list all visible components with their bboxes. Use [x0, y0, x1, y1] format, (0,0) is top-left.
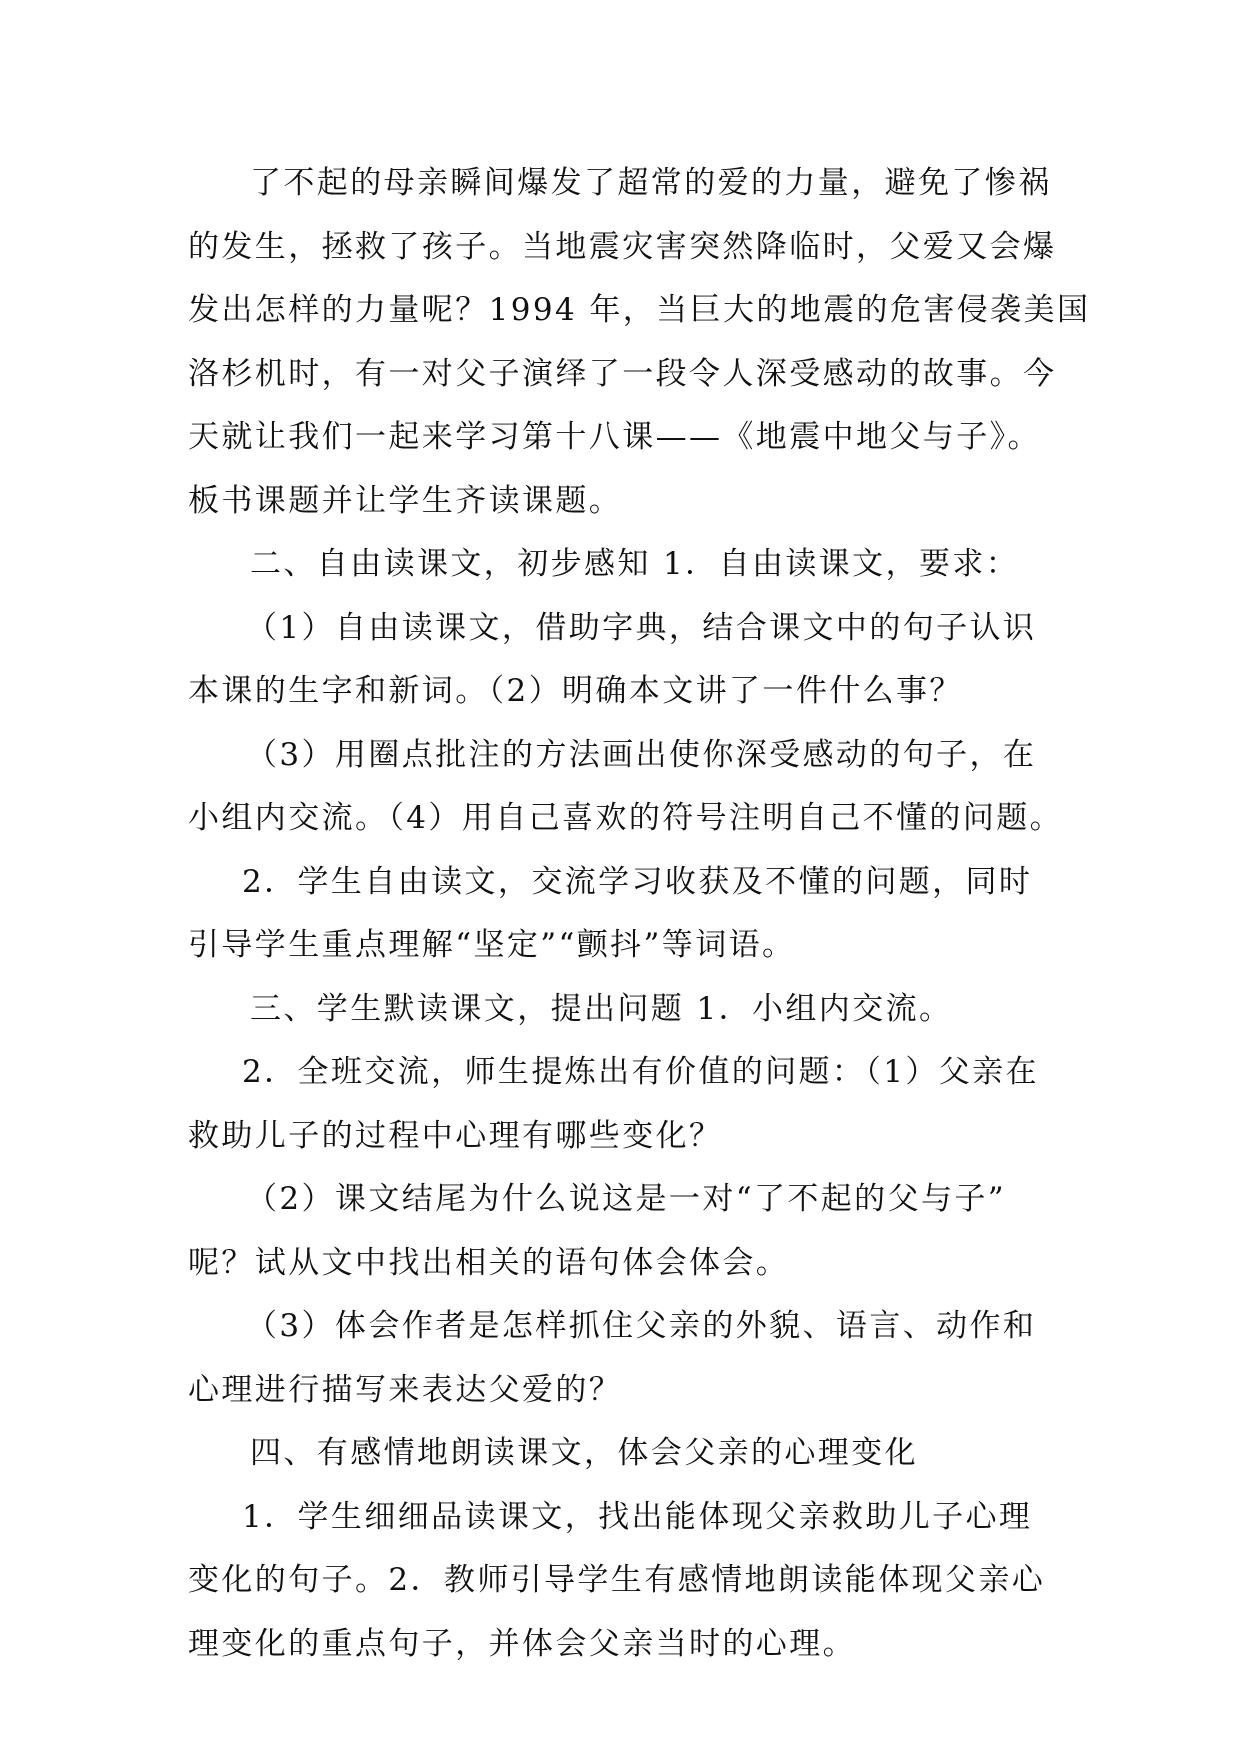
text-line: 2．学生自由读文，交流学习收获及不懂的问题，同时 — [242, 863, 1033, 900]
text-line: 发出怎样的力量呢？1994 年，当巨大的地震的危害侵袭美国 — [188, 292, 1091, 328]
text-line: 小组内交流。（4）用自己喜欢的符号注明自己不懂的问题。 — [188, 800, 1064, 836]
text-line: 救助儿子的过程中心理有哪些变化？ — [188, 1117, 723, 1154]
text-line: 板书课题并让学生齐读课题。 — [188, 482, 623, 519]
text-line: 理变化的重点句子，并体会父亲当时的心理。 — [188, 1625, 856, 1662]
text-line: （3）体会作者是怎样抓住父亲的外貌、语言、动作和 — [246, 1308, 1037, 1344]
text-line: 天就让我们一起来学习第十八课——《地震中地父与子》。 — [188, 419, 1041, 455]
text-line: 1．学生细细品读课文，找出能体现父亲救助儿子心理 — [242, 1498, 1033, 1535]
text-line: 了不起的母亲瞬间爆发了超常的爱的力量，避免了惨祸 — [250, 165, 1052, 201]
text-line: 四、有感情地朗读课文，体会父亲的心理变化 — [250, 1435, 918, 1471]
text-line: 本课的生字和新词。（2）明确本文讲了一件什么事？ — [188, 673, 963, 709]
text-line: 三、学生默读课文，提出问题 1．小组内交流。 — [250, 990, 953, 1027]
text-line: 引导学生重点理解“坚定”“颤抖”等词语。 — [188, 927, 796, 963]
document-body — [188, 152, 1091, 1676]
text-line: 心理进行描写来表达父爱的？ — [188, 1371, 623, 1408]
text-line: （1）自由读课文，借助字典，结合课文中的句子认识 — [246, 609, 1037, 646]
text-line: 变化的句子。2．教师引导学生有感情地朗读能体现父亲心 — [188, 1562, 1046, 1598]
text-line: （3）用圈点批注的方法画出使你深受感动的句子，在 — [246, 736, 1037, 773]
text-line: （2）课文结尾为什么说这是一对“了不起的父与子” — [246, 1181, 1007, 1217]
text-line: 的发生，拯救了孩子。当地震灾害突然降临时，父爱又会爆 — [188, 228, 1057, 265]
text-line: 呢？试从文中找出相关的语句体会体会。 — [188, 1244, 790, 1281]
text-line: 2．全班交流，师生提炼出有价值的问题：（1）父亲在 — [242, 1054, 1039, 1090]
text-line: 二、自由读课文，初步感知 1．自由读课文，要求： — [250, 546, 1020, 582]
text-line: 洛杉机时，有一对父子演绎了一段令人深受感动的故事。今 — [188, 355, 1057, 392]
